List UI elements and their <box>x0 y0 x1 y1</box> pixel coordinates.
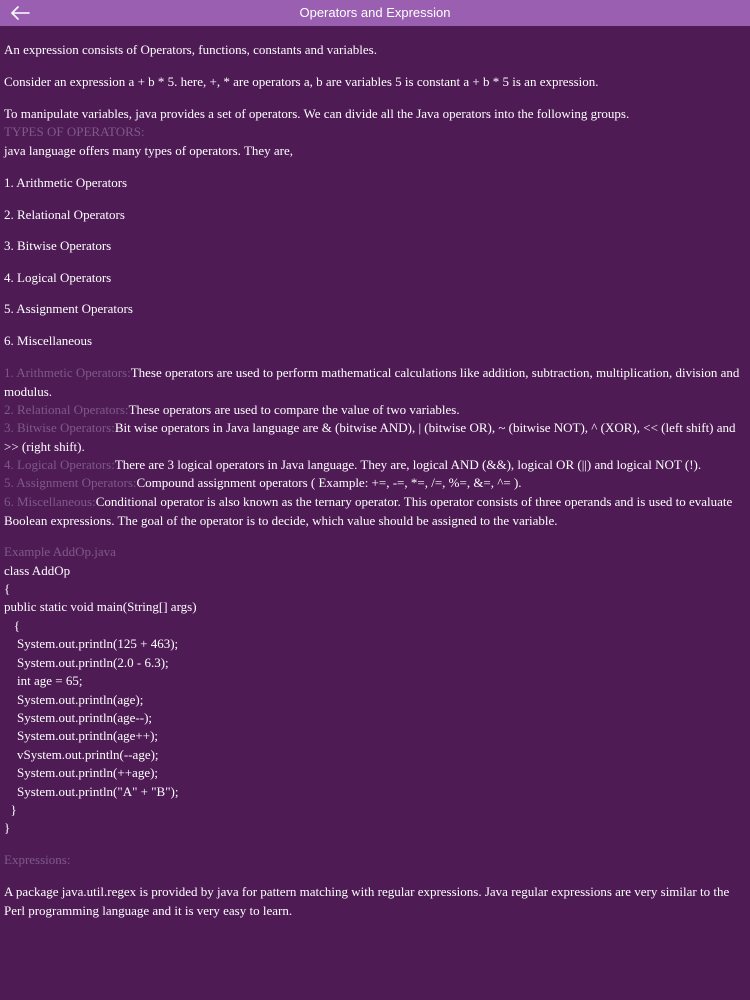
expressions-heading: Expressions: <box>4 852 71 867</box>
code-line: vSystem.out.println(--age); <box>4 747 159 762</box>
code-line: System.out.println(++age); <box>4 765 159 780</box>
description-text: These operators are used to perform mathematical calculations like addition, subtraction, multiplication, division and modulus. <box>4 365 740 399</box>
operator-list-item: 1. Arithmetic Operators <box>4 175 128 190</box>
expressions-text: A package java.util.regex is provided by java for pattern matching with regular expressions. Java regular expressions are very similar to the Perl programming language and it is very easy to learn. <box>4 884 730 918</box>
code-line: System.out.println(age); <box>4 692 144 707</box>
code-line: } <box>4 820 11 835</box>
code-line: System.out.println(2.0 - 6.3); <box>4 655 169 670</box>
description-text: There are 3 logical operators in Java language. They are, logical AND (&&), logical OR (||) and logical NOT (!). <box>114 457 702 472</box>
operator-list-item: 2. Relational Operators <box>4 207 125 222</box>
description-text: Bit wise operators in Java language are & (bitwise AND), | (bitwise OR), ~ (bitwise NOT), ^ (XOR), << (left shift) and >> (right shift). <box>4 420 736 454</box>
description-label: 2. Relational Operators: <box>4 402 129 417</box>
navigation-bar <box>0 0 750 26</box>
description-label: 1. Arithmetic Operators: <box>4 365 131 380</box>
description-logical <box>4 456 746 475</box>
code-line: class AddOp <box>4 563 71 578</box>
example-heading: Example AddOp.java <box>4 544 116 559</box>
code-line: { <box>4 618 20 633</box>
operator-list-item: 5. Assignment Operators <box>4 301 133 316</box>
page-title: Operators and Expression <box>299 5 451 20</box>
types-heading: TYPES OF OPERATORS: <box>4 124 145 139</box>
code-line: public static void main(String[] args) <box>4 599 197 614</box>
types-intro: java language offers many types of operators. They are, <box>4 143 294 158</box>
description-text: Conditional operator is also known as the ternary operator. This operator consists of three operands and is used to evaluate Boolean expressions. The goal of the operator is to decide, which value should be assigned to the variable. <box>4 494 733 528</box>
code-line: int age = 65; <box>4 673 83 688</box>
code-line: System.out.println(125 + 463); <box>4 636 179 651</box>
intro-paragraph-1: An expression consists of Operators, functions, constants and variables. <box>4 42 377 57</box>
description-text: These operators are used to compare the value of two variables. <box>128 402 460 417</box>
intro-paragraph-3: To manipulate variables, java provides a set of operators. We can divide all the Java operators into the following groups. <box>4 106 630 121</box>
description-label: 5. Assignment Operators: <box>4 475 137 490</box>
code-line: { <box>4 581 11 596</box>
description-label: 4. Logical Operators: <box>4 457 115 472</box>
code-line: System.out.println("A" + "B"); <box>4 784 179 799</box>
description-miscellaneous <box>4 493 746 530</box>
description-relational <box>4 401 746 420</box>
description-bitwise <box>4 419 746 456</box>
description-text: Compound assignment operators ( Example: +=, -=, *=, /=, %=, &=, ^= ). <box>136 475 522 490</box>
operator-list-item: 3. Bitwise Operators <box>4 238 112 253</box>
description-label: 6. Miscellaneous: <box>4 494 96 509</box>
code-line: System.out.println(age--); <box>4 710 153 725</box>
code-line: } <box>4 802 17 817</box>
operator-list-item: 4. Logical Operators <box>4 270 112 285</box>
description-label: 3. Bitwise Operators: <box>4 420 115 435</box>
code-line: System.out.println(age++); <box>4 728 159 743</box>
description-arithmetic <box>4 364 746 401</box>
intro-paragraph-2: Consider an expression a + b * 5. here, +, * are operators a, b are variables 5 is constant a + b * 5 is an expression. <box>4 74 599 89</box>
description-assignment <box>4 474 746 493</box>
operator-list-item: 6. Miscellaneous <box>4 333 93 348</box>
